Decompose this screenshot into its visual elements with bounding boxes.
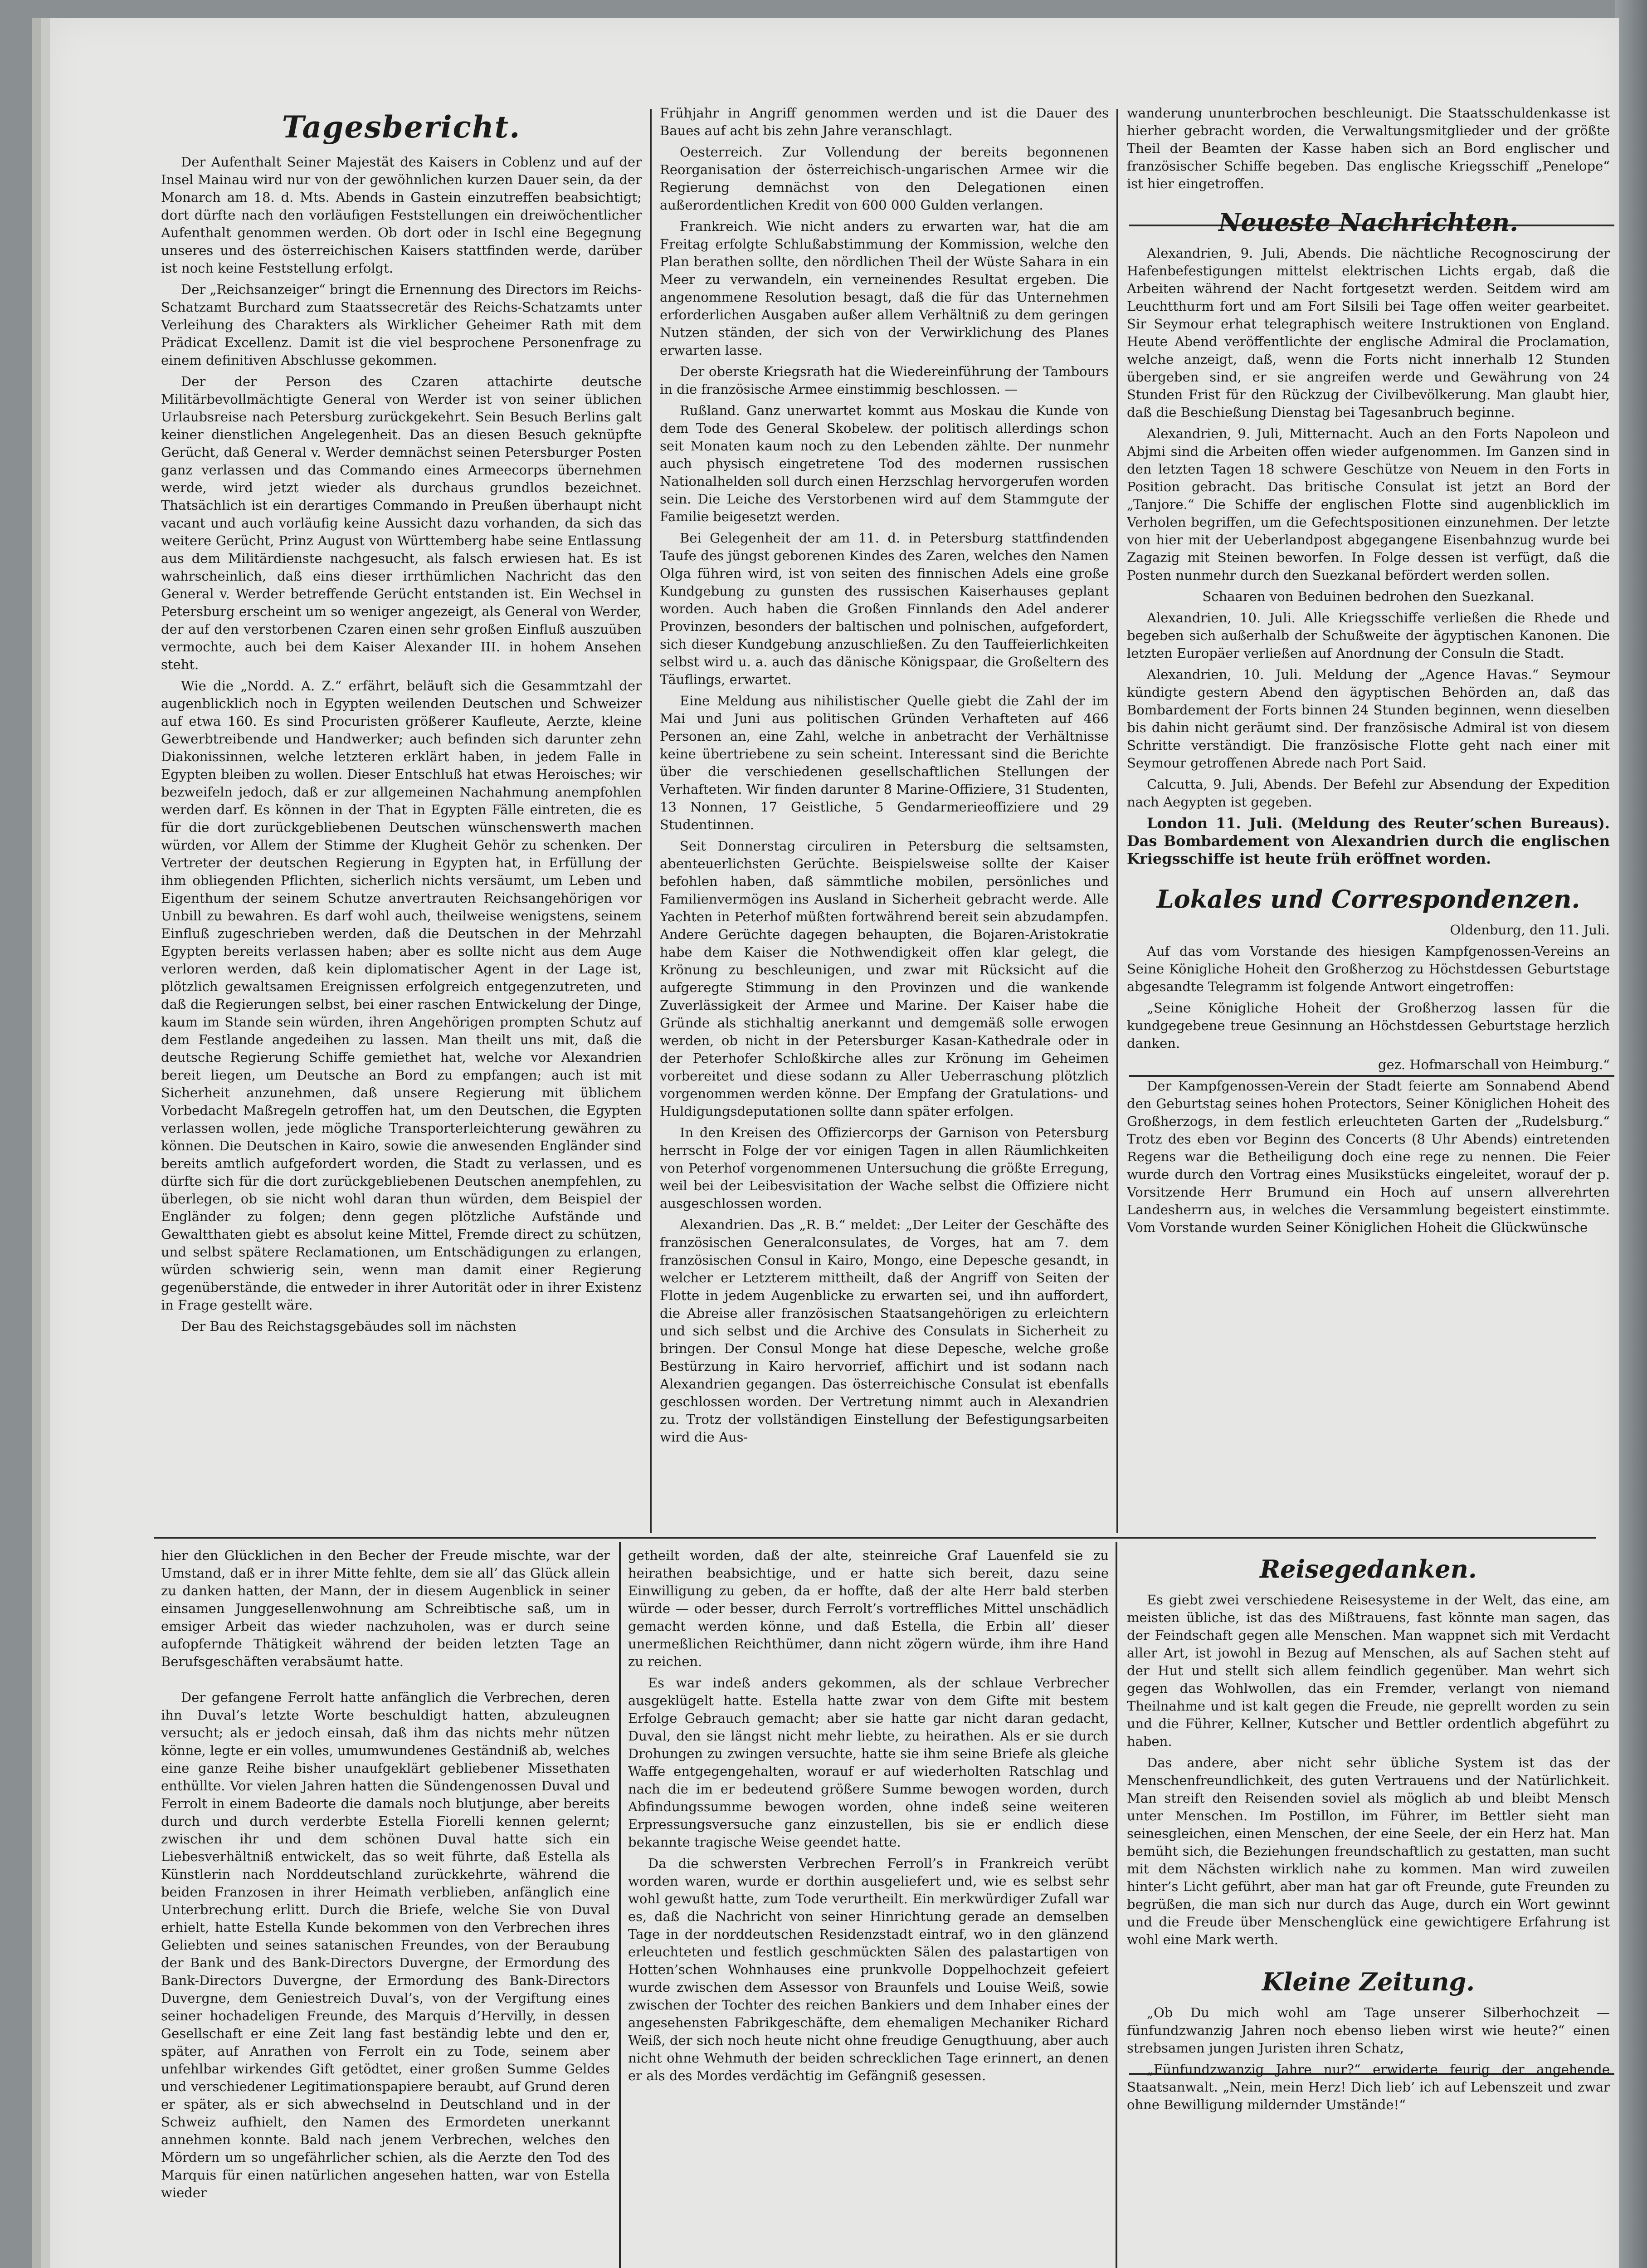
news-item: Alexandrien, 10. Juli. Meldung der „Agence Havas.“ Seymour kündigte gestern Abend den ägyptischen Behörden an, daß das Bombardement der Forts binnen 24 Stunden beginnen, wenn dieselben bis dahin nicht geräumt sind. Der französische Admiral ist von diesem Schritte verständigt. Die französische Flotte geht nach einer mit Seymour getroffenen Abrede nach Port Said. [1127, 667, 1610, 771]
signature-line: gez. Hofmarschall von Heimburg.“ [1378, 1057, 1610, 1072]
column-rule [650, 109, 652, 1533]
paragraph: Es war indeß anders gekommen, als der schlaue Verbrecher ausgeklügelt hatte. Estella hatte zwar von dem Gifte mit bestem Erfolge Gebrauch gemacht; aber sie hatte gar nicht daran gedacht, Duval, den sie längst nicht mehr liebte, zu heirathen. Als er sie durch Drohungen zu zwingen versuchte, hatte sie ihm seine Briefe als gleiche Waffe entgegengehalten, worauf er auf wiederholten Ratschlag und nach die im er bedeutend größere Summe bewogen worden, durch Abfindungssumme bewogen worden, ohne indeß seine weiteren Erpressungsversuche ganz einzustellen, bis sie er endlich diese bekannte tragische Weise geendet hatte. [628, 1675, 1109, 1850]
heading-lokales: Lokales und Correspondenzen. [1156, 885, 1580, 914]
column-ausland [660, 104, 1109, 1531]
news-item: Schaaren von Beduinen bedrohen den Suezkanal. [1202, 589, 1535, 604]
column-rule [1116, 109, 1118, 1533]
news-item: Alexandrien, 10. Juli. Alle Kriegsschiffe verließen die Rhede und begeben sich außerhalb der Schußweite der ägyptischen Kanonen. Die letzten Europäer verließen auf Anordnung der Consuln die Stadt. [1127, 610, 1610, 661]
paragraph-oesterreich: Oesterreich. Zur Vollendung der bereits begonnenen Reorganisation der österreichisch-ungarischen Armee wir die Regierung demnächst von den Delegationen einen außerordentlichen Kredit von 600 000 Gulden verlangen. [660, 144, 1109, 213]
heading-tagesbericht: Tagesbericht. [282, 109, 521, 145]
paragraph: wanderung ununterbrochen beschleunigt. Die Staatsschuldenkasse ist hierher gebracht worden, die Verwaltungsmitglieder und der größte Theil der Beamten der Kasse haben sich an Bord englischer und französischer Schiffe begeben. Das englische Kriegsschiff „Penelope“ ist hier eingetroffen. [1127, 105, 1610, 191]
heading-kleine-zeitung: Kleine Zeitung. [1262, 1967, 1475, 1996]
column-rule [1116, 1542, 1117, 2268]
news-item-london: London 11. Juli. (Meldung des Reuter’schen Bureaus). Das Bombardement von Alexandrien durch die englischen Kriegsschiffe ist heute früh eröffnet worden. [1127, 815, 1610, 867]
paragraph: Seit Donnerstag circuliren in Petersburg die seltsamsten, abenteuerlichsten Gerüchte. Beispielsweise sollte der Kaiser befohlen haben, daß sämmtliche mobilen, persönliches und Familienvermögen ins Ausland in Sicherheit gebracht werde. Alle Yachten in Peterhof müßten fortwährend bereit sein abzudampfen. Andere Gerüchte dagegen behaupten, die Bojaren-Aristokratie habe dem Kaiser die Nothwendigkeit offen klar gelegt, die Krönung zu beschleunigen, und zwar mit Rücksicht auf die aufgeregte Stimmung in den Provinzen und die wankende Zuverlässigkeit der Armee und Marine. Der Kaiser habe die Gründe als stichhaltig anerkannt und demgemäß solle erwogen werden, ob nicht in der Petersburger Kasan-Kathedrale oder in der Peterhofer Schloßkirche alles zur Krönung im Geheimen vorbereitet und diese sodann zu Aller Ueberraschung plötzlich vorgenommen werden könne. Der Empfang der Gratulations- und Huldigungsdeputationen sollte dann später erfolgen. [660, 838, 1109, 1119]
paragraph: Frühjahr in Angriff genommen werden und ist die Dauer des Baues auf acht bis zehn Jahre veranschlagt. [660, 105, 1109, 138]
paragraph: Der Bau des Reichstagsgebäudes soll im nächsten [181, 1319, 517, 1334]
paragraph: Bei Gelegenheit der am 11. d. in Petersburg stattfindenden Taufe des jüngst geborenen Kindes des Zaren, welches den Namen Olga führen wird, ist von seiten des finnischen Adels eine große Kundgebung zu gunsten des russischen Kaiserhauses geplant worden. Auch haben die Großen Finnlands den Adel anderer Provinzen, besonders der baltischen und polnischen, aufgefordert, sich dieser Kundgebung anzuschließen. Zu den Tauffeierlichkeiten selbst wird u. a. auch das dänische Königspaar, die Großeltern des Täuflings, erwartet. [660, 530, 1109, 687]
paragraph: Auf das vom Vorstande des hiesigen Kampfgenossen-Vereins an Seine Königliche Hoheit den Großherzog zu Höchstdessen Geburtstage abgesandte Telegramm ist folgende Antwort eingetroffen: [1127, 943, 1610, 994]
column-feuilleton-2 [628, 1547, 1109, 2268]
dateline: Oldenburg, den 11. Juli. [1450, 922, 1610, 938]
paragraph: Da die schwersten Verbrechen Ferroll’s in Frankreich verübt worden waren, wurde er dorthin ausgeliefert und, wie es selbst sehr wohl gewußt hatte, zum Tode verurtheilt. Ein merkwürdiger Zufall war es, daß die Nachricht von seiner Hinrichtung gerade an demselben Tage in der norddeutschen Residenzstadt eintraf, wo in den glänzend erleuchteten und festlich geschmückten Sälen des palastartigen von Hotten’schen Wohnhauses eine prunkvolle Doppelhochzeit gefeiert wurde zwischen dem Assessor von Braunfels und Louise Weiß, sowie zwischen der Tochter des reichen Bankiers und dem Inhaber eines der angesehensten Fabrikgeschäfte, dem ehemaligen Mechaniker Richard Weiß, der sich noch heute nicht ohne freudige Genugthuung, aber auch nicht ohne Wehmuth der beiden schrecklichen Tage erinnert, an denen er als des Mordes verdächtig im Gefängniß gesessen. [628, 1856, 1109, 2083]
paragraph-alexandrien: Alexandrien. Das „R. B.“ meldet: „Der Leiter der Geschäfte des französischen Generalconsulates, de Vorges, hat am 7. dem französischen Consul in Kairo, Mongo, eine Depesche gesandt, in welcher er Letzterem mittheilt, daß der Angriff von Seiten der Flotte in jedem Augenblicke zu erwarten sei, und ihn auffordert, die Abreise aller französischen Staatsangehörigen zu erleichtern und sich selbst und die Archive des Consulats in Sicherheit zu bringen. Der Consul Monge hat diese Depesche, welche große Bestürzung in Kairo hervorrief, affichirt und ist sodann nach Alexandrien gegangen. Das österreichische Consulat ist ebenfalls geschlossen worden. Der Vertretung nimmt auch in Alexandrien zu. Trotz der vollständigen Einstellung der Befestigungsarbeiten wird die Aus- [660, 1217, 1109, 1445]
paragraph: Der Kampfgenossen-Verein der Stadt feierte am Sonnabend Abend den Geburtstag seines hohen Protectors, Seiner Königlichen Hoheit des Großherzogs, in dem festlich erleuchteten Garten der „Rudelsburg.“ Trotz des eben vor Beginn des Concerts (8 Uhr Abends) eintretenden Regens war die Betheiligung doch eine rege zu nennen. Die Feier wurde durch den Vortrag eines Musikstücks eingeleitet, worauf der p. Vorsitzende Herr Brumund ein Hoch auf unsern allverehrten Landesherrn aus, in welches die Versammlung begeistert einstimmte. Vom Vorstande wurden Seiner Königlichen Hoheit die Glückwünsche [1127, 1078, 1610, 1235]
paragraph-frankreich: Frankreich. Wie nicht anders zu erwarten war, hat die am Freitag erfolgte Schlußabstimmung der Kommission, welche den Plan berathen sollte, den nördlichen Theil der Wüste Sahara in ein Meer zu verwandeln, ein verneinendes Resultat ergeben. Die angenommene Resolution besagt, daß die für das Unternehmen erforderlichen Ausgaben außer allem Verhältniß zu dem geringen Nutzen ständen, der sich von der Verwirklichung des Planes erwarten lasse. [660, 219, 1109, 358]
news-item: Calcutta, 9. Juli, Abends. Der Befehl zur Absendung der Expedition nach Aegypten ist gegeben. [1127, 777, 1610, 810]
paragraph: Der oberste Kriegsrath hat die Wiedereinführung der Tambours in die französische Armee einstimmig beschlossen. — [660, 364, 1109, 397]
paragraph-russland: Rußland. Ganz unerwartet kommt aus Moskau die Kunde von dem Tode des General Skobelew. der politisch allerdings schon seit Monaten kaum noch zu den Lebenden zählte. Der nunmehr auch physisch eingetretene Tod des modernen russischen Nationalhelden soll durch einen Herzschlag hervorgerufen worden sein. Die Leiche des Verstorbenen wird auf dem Stammgute der Familie beigesetzt werden. [660, 403, 1109, 524]
column-reisegedanken [1127, 1547, 1610, 2268]
news-item: Alexandrien, 9. Juli, Mitternacht. Auch an den Forts Napoleon und Abjmi sind die Arbeiten offen wieder aufgenommen. Im Ganzen sind in den letzten Tagen 18 schwere Geschütze von Neuem in den Forts in Position gebracht. Das britische Consulat ist jetzt an Bord der „Tanjore.“ Die Schiffe der englischen Flotte sind augenblicklich im Verholen begriffen, um die Gefechtspositionen einzunehmen. Der letzte von hier mit der Ueberlandpost abgegangene Eisenbahnzug wurde bei Zagazig mit Steinen beworfen. In Folge dessen ist verfügt, daß die Posten nunmehr durch den Suezkanal befördert werden sollen. [1127, 426, 1610, 583]
paragraph: „Seine Königliche Hoheit der Großherzog lassen für die kundgegebene treue Gesinnung an Höchstdessen Geburtstage herzlich danken. [1127, 1000, 1610, 1051]
paragraph: Der gefangene Ferrolt hatte anfänglich die Verbrechen, deren ihn Duval’s letzte Worte beschuldigt hatten, abzuleugnen versucht; als er jedoch einsah, daß ihm das nichts mehr nützen könne, legte er ein volles, umumwundenes Geständniß ab, welches eine ganze Reihe bisher unaufgeklärt gebliebener Missethaten enthüllte. Vor vielen Jahren hatten die Sündengenossen Duval und Ferrolt in einem Badeorte die damals noch blutjunge, aber bereits durch und durch verderbte Estella Fiorelli kennen gelernt; zwischen ihr und dem schönen Duval hatte sich ein Liebesverhältniß entwickelt, das so weit führte, daß Estella als Künstlerin nach Norddeutschland zurückkehrte, während die beiden Franzosen in ihrer Heimath verblieben, anfänglich eine Unterbrechung erlitt. Durch die Briefe, welche Sie von Duval erhielt, hatte Estella Kunde bekommen von den Verbrechen ihres Geliebten und seines satanischen Freundes, von der Beraubung der Bank und des Bank-Directors Duvergne, der Ermordung des Bank-Directors Duvergne, der Ermordung des Bank-Directors Duvergne, dem Geniestreich Duval’s, von der Vergiftung eines seiner hochadeligen Freunde, des Marquis d’Hervilly, in dessen Gesellschaft er eine Zeit lang fast beständig lebte und den er, später, auf Anrathen von Ferrolt ein zu Tode, seinem aber unfehlbar wirkendes Gift getödtet, einer großen Summe Geldes und verschiedener Legitimationspapiere beraubt, auf Grund deren er später, als er sich abwechselnd in Deutschland und in der Schweiz aufhielt, den Namen des Ermordeten unerkannt annehmen konnte. Bald nach jenem Verbrechen, welches den Mördern um so ungefährlicher schien, als die Aerzte den Tod des Marquis für einen natürlichen angesehen hatten, war von Estella wieder [161, 1690, 610, 2200]
news-item: Alexandrien, 9. Juli, Abends. Die nächtliche Recognoscirung der Hafenbefestigungen mittelst elektrischen Lichts ergab, daß die Arbeiten während der Nacht fortgesetzt werden. Seitdem wird am Leuchtthurm fort und am Fort Silsili bei Tage offen weiter gearbeitet. Sir Seymour erhat telegraphisch weitere Instruktionen von England. Heute Abend veröffentlichte der englische Admiral die Proclamation, welche anzeigt, daß, wenn die Forts nicht innerhalb 12 Stunden übergeben sind, er sie angreifen werde und Gewährung von 24 Stunden Frist für den Rückzug der Civilbevölkerung. Man glaubt hier, daß die Beschießung Dienstag bei Tagesanbruch beginne. [1127, 245, 1610, 420]
paragraph: Wie die „Nordd. A. Z.“ erfährt, beläuft sich die Gesammtzahl der augenblicklich noch in Egypten weilenden Deutschen und Schweizer auf etwa 160. Es sind Procuristen größerer Kaufleute, Aerzte, kleine Gewerbtreibende und Handwerker; auch befinden sich darunter zehn Diakonissinnen, welche letzteren erklärt haben, in jedem Falle in Egypten bleiben zu wollen. Dieser Entschluß hat etwas Heroisches; wir bezweifeln jedoch, daß er zur allgemeinen Nachahmung anempfohlen werden darf. Es können in der That in Egypten Fälle eintreten, die es für die dort zurückgebliebenen Deutschen wünschenswerth machen würden, vor Allem der Stimme der Klugheit Gehör zu schenken. Der Vertreter der deutschen Regierung in Egypten hat, in Erfüllung der ihm obliegenden Pflichten, sicherlich nichts versäumt, um Leben und Eigenthum der seinem Schutze anvertrauten Reichsangehörigen vor Unbill zu bewahren. Es darf wohl auch, theilweise wenigstens, seinem Einfluß zugeschrieben werden, daß die Deutschen in der Mehrzahl Egypten bereits verlassen haben; aber es sollte nicht aus dem Auge verloren werden, daß kein diplomatischer Agent in der Lage ist, plötzlich gewaltsamen Ereignissen erfolgreich entgegenzutreten, und daß die Regierungen selbst, bei einer raschen Entwickelung der Dinge, kaum im Stande sein würden, ihren Angehörigen prompten Schutz auf dem Festlande angedeihen zu lassen. Man theilt uns mit, daß die deutsche Regierung Schiffe gemiethet hat, welche vor Alexandrien bereit liegen, um Deutsche an Bord zu empfangen; auch ist mit Sicherheit anzunehmen, daß unsere Regierung mit üblichem Vorbedacht Maßregeln getroffen hat, um den Deutschen, die Egypten verlassen wollen, jede mögliche Transporterleichterung gewähren zu können. Die Deutschen in Kairo, sowie die anwesenden Engländer sind bereits amtlich aufgefordert worden, die Stadt zu verlassen, und es dürfte sich für die dort zurückgebliebenen Deutschen anempfehlen, zu überlegen, ob sie nicht wohl daran thun würden, dem Beispiel der Engländer zu folgen; denn gegen plötzliche Aufstände und Gewaltthaten giebt es absolut keine Mittel, Fremde direct zu schützen, und selbst spätere Reclamationen, um Entschädigungen zu erlangen, würden schwierig sein, wenn man damit einer Regierung gegenüberstände, die entweder in ihrer Autorität oder in ihrer Existenz in Frage gestellt wäre. [161, 678, 642, 1313]
paragraph: getheilt worden, daß der alte, steinreiche Graf Lauenfeld sie zu heirathen beabsichtige, und er hatte sich bereit, dazu seine Einwilligung zu geben, da er hoffte, daß der alte Herr bald sterben würde — oder besser, durch Ferrolt’s vortreffliches Mittel unschädlich gemacht werden könne, und daß Estella, die Erbin all’ dieser unermeßlichen Reichthümer, dann nicht zögern würde, ihm ihre Hand zu reichen. [628, 1548, 1109, 1669]
paragraph: hier den Glücklichen in den Becher der Freude mischte, war der Umstand, daß er in ihrer Mitte fehlte, dem sie all’ das Glück allein zu danken hatten, der Mann, der in diesem Augenblick in seiner einsamen Junggesellenwohnung am Schreibtische saß, um in emsiger Arbeit das wieder nachzuholen, was er durch seine aufopfernde Thätigkeit während der beiden letzten Tage an Berufsgeschäften verabsäumt hatte. [161, 1548, 610, 1669]
paragraph: Eine Meldung aus nihilistischer Quelle giebt die Zahl der im Mai und Juni aus politischen Gründen Verhafteten auf 466 Personen an, eine Zahl, welche in anbetracht der Verhältnisse keine übertriebene zu sein scheint. Interessant sind die Berichte über die verschiedenen gesellschaftlichen Stellungen der Verhafteten. Wir finden darunter 8 Marine-Offiziere, 31 Studenten, 13 Nonnen, 17 Geistliche, 5 Gendarmerieoffiziere und 29 Studentinnen. [660, 693, 1109, 832]
column-feuilleton-1 [161, 1547, 610, 2268]
paragraph: „Fünfundzwanzig Jahre nur?“ erwiderte feurig der angehende Staatsanwalt. „Nein, mein Herz! Dich lieb’ ich auf Lebenszeit und zwar ohne Bewilligung mildernder Umstände!“ [1127, 2062, 1610, 2112]
paragraph: „Ob Du mich wohl am Tage unserer Silberhochzeit — fünfundzwanzig Jahren noch ebenso lieben wirst wie heute?“ einen strebsamen jungen Juristen ihren Schatz, [1127, 2005, 1610, 2056]
paragraph: Der der Person des Czaren attachirte deutsche Militärbevollmächtigte General von Werder ist von seiner üblichen Urlaubsreise nach Petersburg zurückgekehrt. Sein Besuch Berlins galt keiner dienstlichen Angelegenheit. Das an diesen Besuch geknüpfte Gerücht, daß General v. Werder demnächst seinen Petersburger Posten ganz verlassen und das Commando eines Armeecorps übernehmen werde, wird jetzt wieder als durchaus grundlos bezeichnet. Thatsächlich ist ein derartiges Commando in Preußen überhaupt nicht vacant und auch vorläufig keine Aussicht dazu vorhanden, da sich das weitere Gerücht, Prinz August von Württemberg habe seine Entlassung aus dem Militärdienste nachgesucht, als falsch erwiesen hat. Es ist wahrscheinlich, daß eins dieser irrthümlichen Nachricht das den General v. Werder betreffende Gerücht entstanden ist. Ein Wechsel in Petersburg erscheint um so weniger angezeigt, als General von Werder, der auf den verstorbenen Czaren einen sehr großen Einfluß auszuüben vermochte, auch bei dem Kaiser Alexander III. in hohem Ansehen steht. [161, 374, 642, 672]
paragraph: Es giebt zwei verschiedene Reisesysteme in der Welt, das eine, am meisten übliche, ist das des Mißtrauens, fast könnte man sagen, das der Feindschaft gegen alle Menschen. Man wappnet sich mit Verdacht aller Art, ist jowohl in Bezug auf Menschen, als auf Sachen steht auf der Hut und stellt sich allem feindlich gegenüber. Man wehrt sich gegen das Wohlwollen, das ein Fremder, verlangt von niemand Theilnahme und ist kalt gegen die Freude, nie geprellt worden zu sein und die Führer, Kellner, Kutscher und Bettler ordentlich abgeführt zu haben. [1127, 1592, 1610, 1749]
paragraph: Das andere, aber nicht sehr übliche System ist das der Menschenfreundlichkeit, des guten Vertrauens und der Natürlichkeit. Man streift den Reisenden soviel als möglich ab und bleibt Mensch unter Menschen. Im Postillon, im Führer, im Bettler sieht man seinesgleichen, einen Menschen, der eine Seele, der ein Herz hat. Man bemüht sich, die Beziehungen freundschaftlich zu gestatten, man sucht mit dem Nächsten wirklich nahe zu kommen. Man wird zuweilen hinter’s Licht geführt, aber man hat gar oft Freunde, gute Freunden zu begrüßen, die man sich nur durch das Auge, durch ein Wort gewinnt und die Freude über Menschenglück eine gewichtigere Erfahrung ist wohl eine Mark werth. [1127, 1755, 1610, 1947]
heading-neueste-nachrichten: Neueste Nachrichten. [1218, 208, 1518, 237]
column-nachrichten [1127, 104, 1610, 1531]
paragraph: In den Kreisen des Offiziercorps der Garnison von Petersburg herrscht in Folge der vor einigen Tagen in allen Räumlichkeiten von Peterhof vorgenommenen Untersuchung die größte Erregung, weil bei der Leibesvisitation der Wache selbst die Offiziere nicht ausgeschlossen worden. [660, 1125, 1109, 1211]
paragraph: Der „Reichsanzeiger“ bringt die Ernennung des Directors im Reichs-Schatzamt Burchard zum Staatssecretär des Reichs-Schatzamts unter Verleihung des Charakters als Wirklicher Geheimer Rath mit dem Prädicat Excellenz. Damit ist die viel besprochene Personenfrage zu einem definitiven Abschlusse gekommen. [161, 282, 642, 368]
column-tagesbericht [161, 104, 642, 1531]
paragraph: Der Aufenthalt Seiner Majestät des Kaisers in Coblenz und auf der Insel Mainau wird nur von der gewöhnlichen kurzen Dauer sein, da der Monarch am 18. d. Mts. Abends in Gastein einzutreffen beabsichtigt; dort dürfte nach den vorläufigen Feststellungen ein dreiwöchentlicher Aufenthalt genommen werden. Ob dort oder in Ischl eine Begegnung unseres und des österreichischen Kaisers stattfinden werde, darüber ist noch keine Feststellung erfolgt. [161, 154, 642, 276]
heading-reisegedanken: Reisegedanken. [1260, 1554, 1477, 1584]
column-rule [619, 1542, 621, 2268]
section-rule [154, 1537, 1596, 1539]
page-edge [1615, 0, 1647, 2268]
